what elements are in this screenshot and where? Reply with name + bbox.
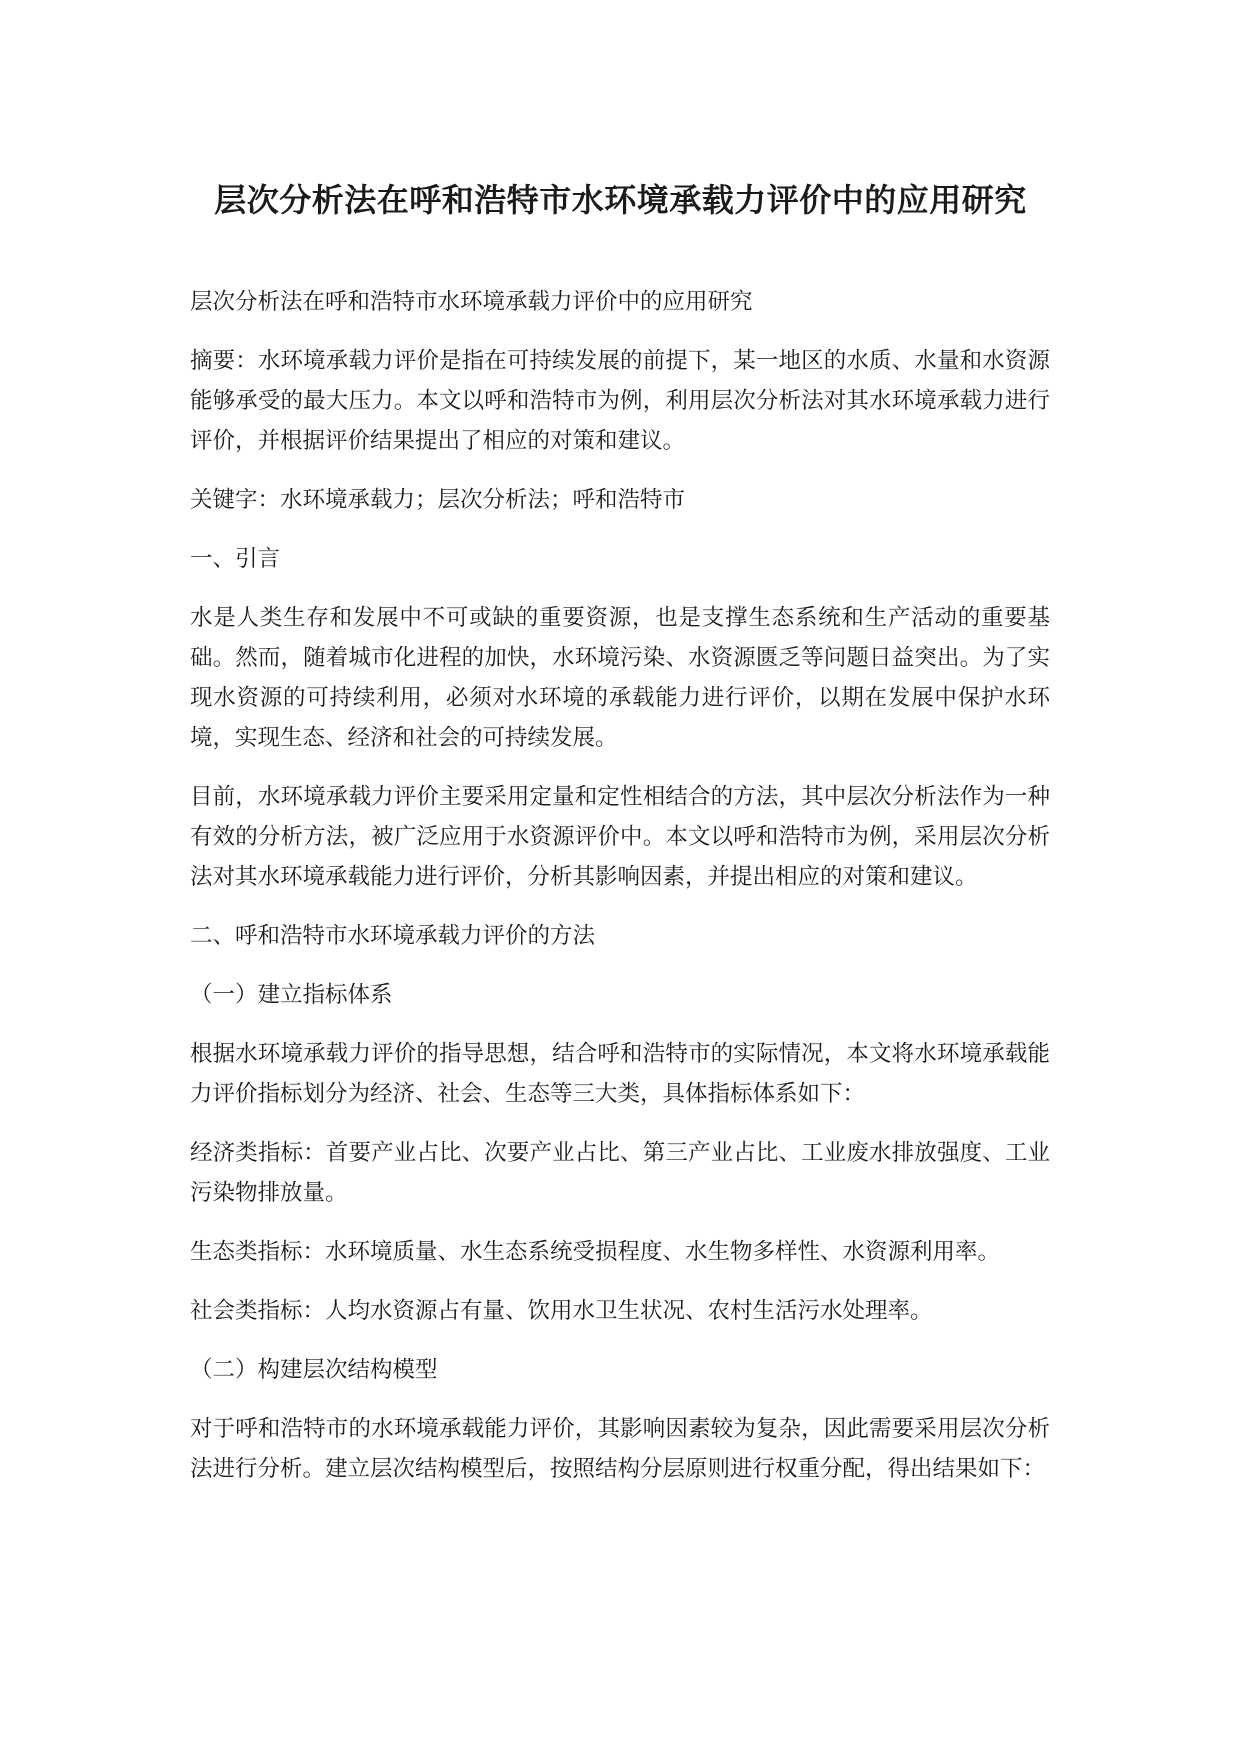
- ecological-indicators-paragraph: 生态类指标：水环境质量、水生态系统受损程度、水生物多样性、水资源利用率。: [190, 1239, 1001, 1265]
- abstract-paragraph: 摘要：水环境承载力评价是指在可持续发展的前提下，某一地区的水质、水量和水资源能够承受的最大压力。本文以呼和浩特市为例，利用层次分析法对其水环境承载力进行评价，并根据评价结果提出了相应的对策和建议。: [190, 348, 1050, 454]
- document-title: 层次分析法在呼和浩特市水环境承载力评价中的应用研究: [214, 181, 1027, 219]
- social-indicators-paragraph: 社会类指标：人均水资源占有量、饮用水卫生状况、农村生活污水处理率。: [190, 1298, 933, 1324]
- body-paragraph: 对于呼和浩特市的水环境承载能力评价，其影响因素较为复杂，因此需要采用层次分析法进行分析。建立层次结构模型后，按照结构分层原则进行权重分配，得出结果如下：: [190, 1416, 1050, 1482]
- keywords-paragraph: 关键字：水环境承载力；层次分析法；呼和浩特市: [190, 487, 686, 513]
- section-heading-introduction: 一、引言: [190, 546, 281, 572]
- body-paragraph: 水是人类生存和发展中不可或缺的重要资源，也是支撑生态系统和生产活动的重要基础。然而，随着城市化进程的加快，水环境污染、水资源匮乏等问题日益突出。为了实现水资源的可持续利用，必须对水环境的承载能力进行评价，以期在发展中保护水环境，实现生态、经济和社会的可持续发展。: [190, 605, 1050, 751]
- body-paragraph: 根据水环境承载力评价的指导思想，结合呼和浩特市的实际情况，本文将水环境承载能力评价指标划分为经济、社会、生态等三大类，具体指标体系如下：: [190, 1041, 1050, 1107]
- section-heading-method: 二、呼和浩特市水环境承载力评价的方法: [190, 923, 596, 949]
- subtitle-paragraph: 层次分析法在呼和浩特市水环境承载力评价中的应用研究: [190, 289, 753, 315]
- document-body: [190, 282, 1050, 1508]
- subsection-heading-indicator-system: （一）建立指标体系: [190, 982, 393, 1008]
- economic-indicators-paragraph: 经济类指标：首要产业占比、次要产业占比、第三产业占比、工业废水排放强度、工业污染物排放量。: [190, 1140, 1050, 1206]
- body-paragraph: 目前，水环境承载力评价主要采用定量和定性相结合的方法，其中层次分析法作为一种有效的分析方法，被广泛应用于水资源评价中。本文以呼和浩特市为例，采用层次分析法对其水环境承载能力进行评价，分析其影响因素，并提出相应的对策和建议。: [190, 784, 1050, 890]
- subsection-heading-hierarchy-model: （二）构建层次结构模型: [190, 1357, 438, 1383]
